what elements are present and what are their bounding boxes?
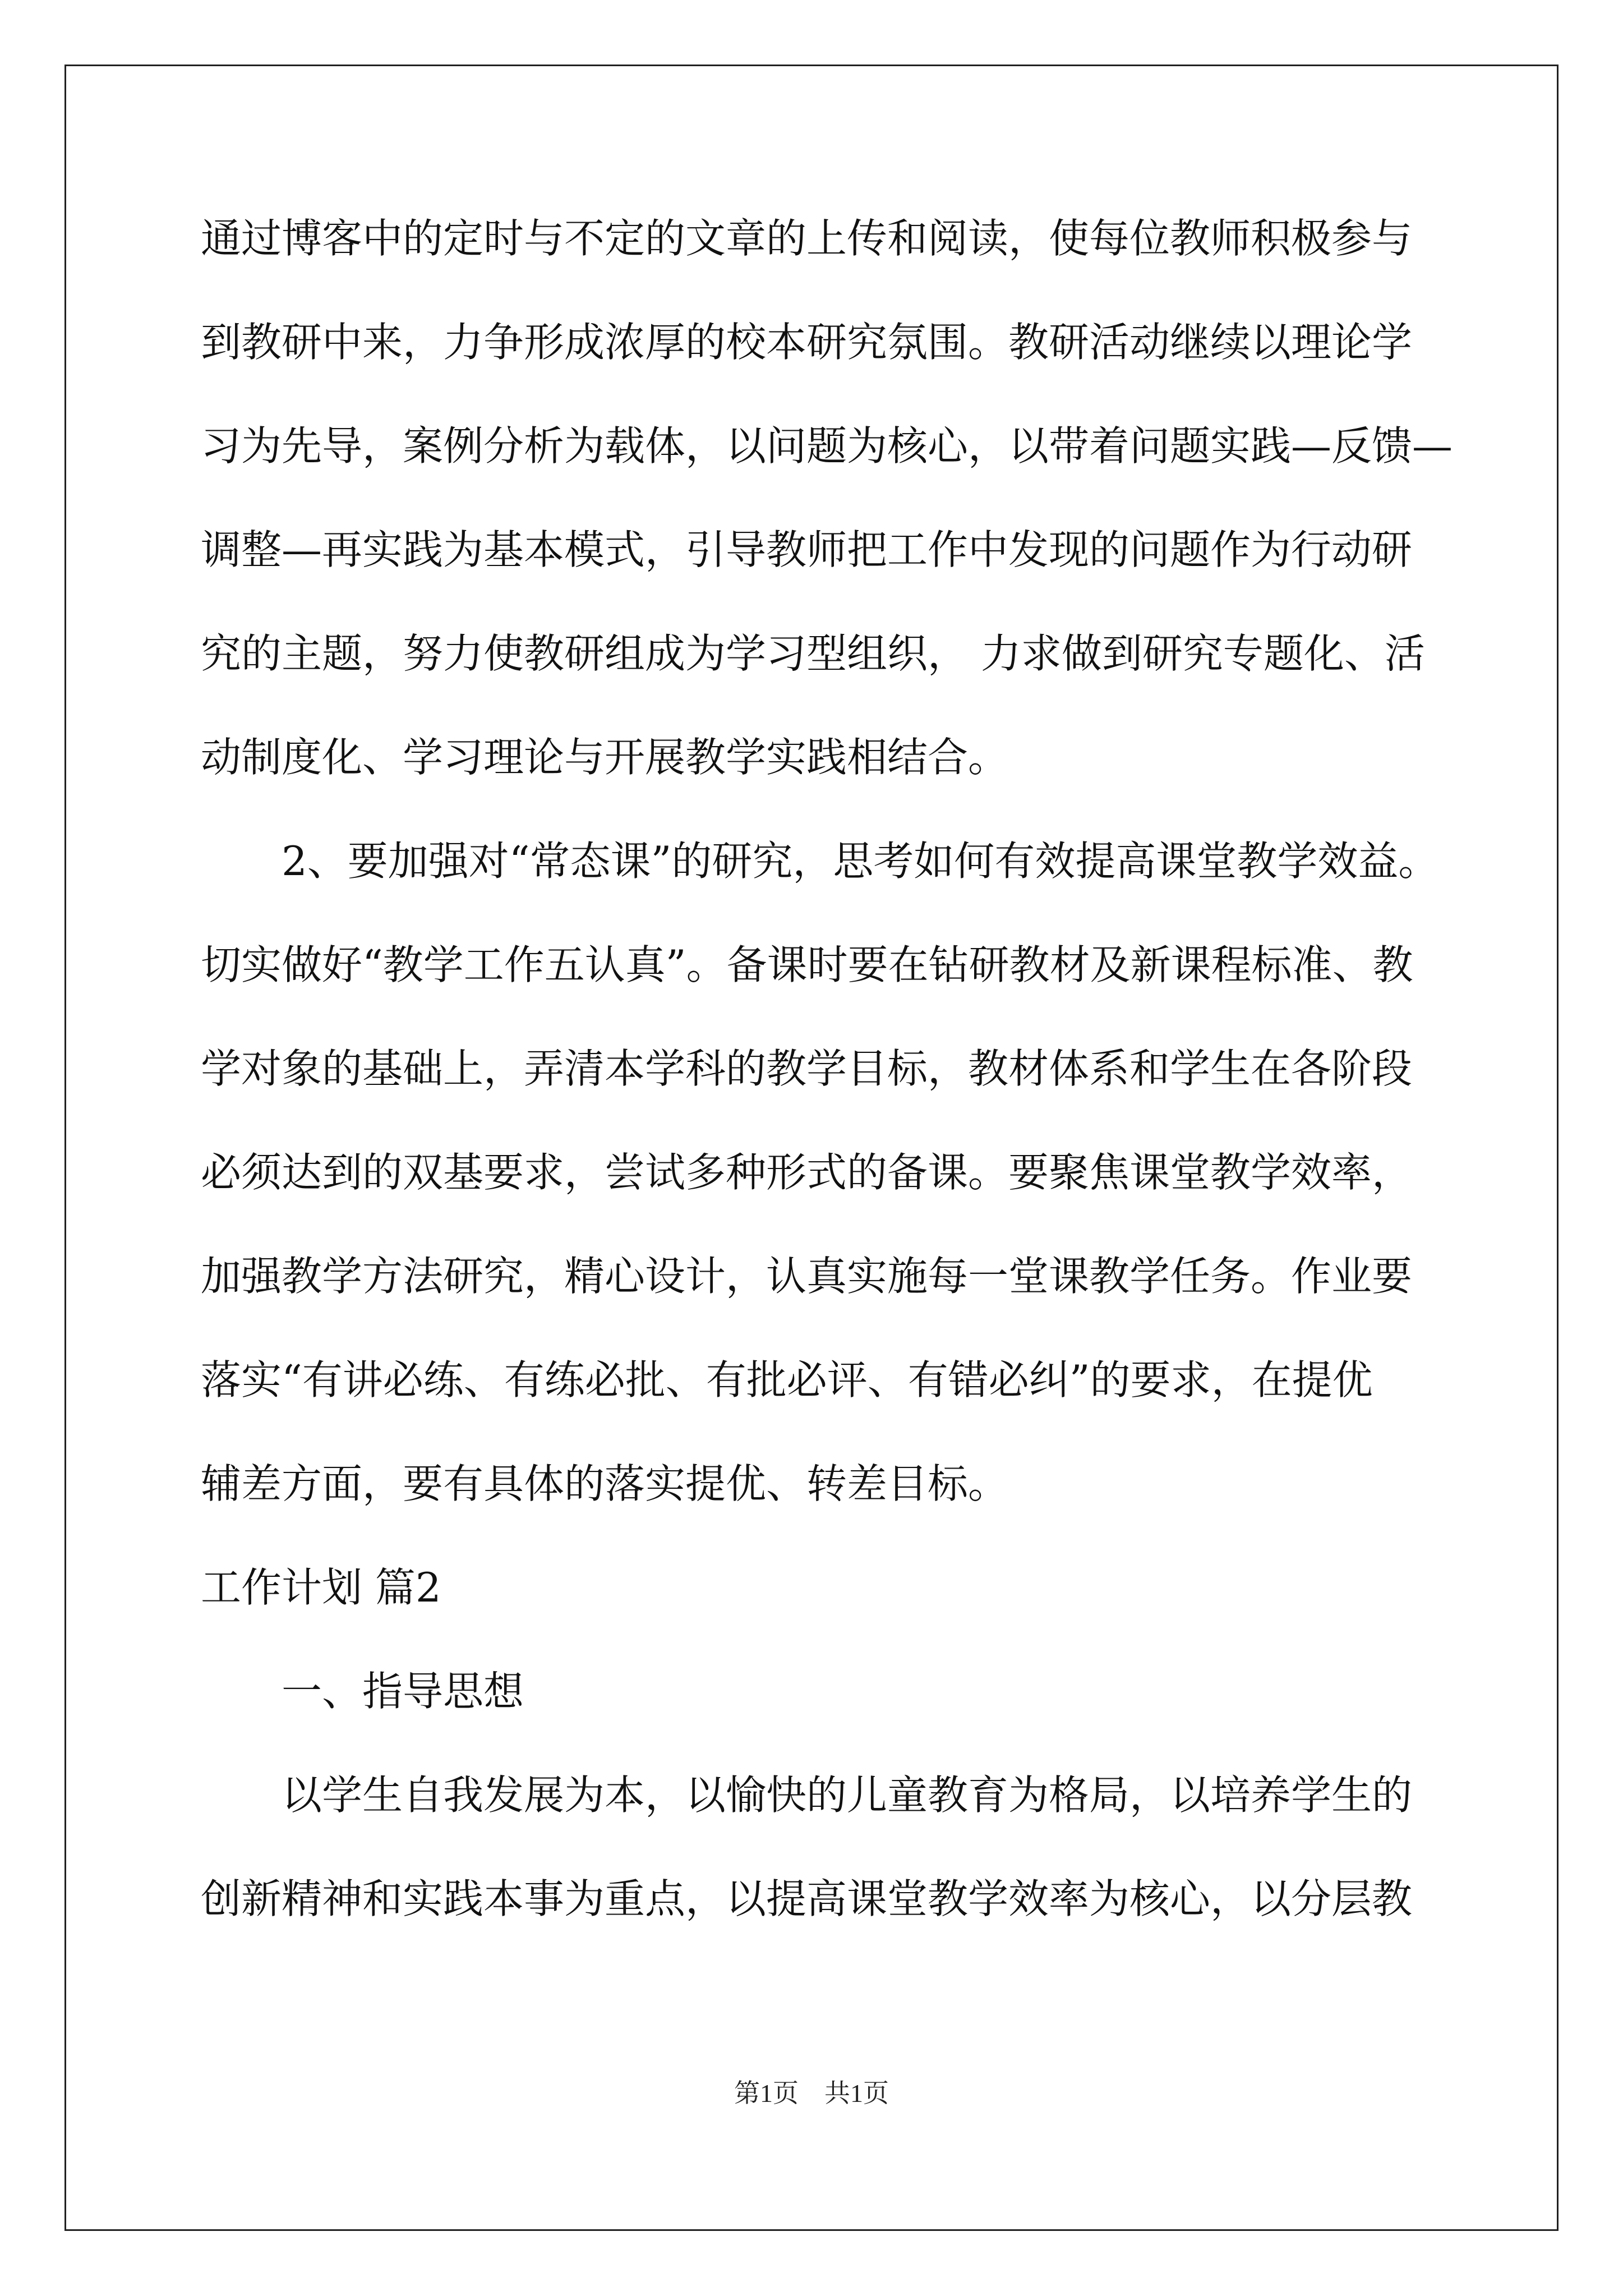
document-body	[201, 213, 1453, 1977]
paragraph-line: 动制度化、学习理论与开展教学实践相结合。	[201, 734, 1009, 781]
paragraph-line: 2、要加强对“常态课”的研究，思考如何有效提高课堂教学效益。	[282, 838, 1439, 885]
paragraph-line: 辅差方面，要有具体的落实提优、转差目标。	[201, 1460, 1009, 1507]
paragraph-line: 落实“有讲必练、有练必批、有批必评、有错必纠”的要求，在提优	[201, 1356, 1373, 1404]
paragraph-line: 创新精神和实践本事为重点，以提高课堂教学效率为核心，以分层教	[201, 1875, 1413, 1922]
paragraph-line: 必须达到的双基要求，尝试多种形式的备课。要聚焦课堂教学效率，	[201, 1149, 1413, 1196]
paragraph-line: 究的主题，努力使教研组成为学习型组织， 力求做到研究专题化、活	[201, 630, 1425, 677]
paragraph-2	[201, 836, 1439, 1562]
paragraph-line: 加强教学方法研究，精心设计，认真实施每一堂课教学任务。作业要	[201, 1253, 1413, 1300]
paragraph-line: 通过博客中的定时与不定的文章的上传和阅读，使每位教师积极参与	[201, 215, 1413, 262]
subheading: 一、指导思想	[282, 1668, 524, 1715]
paragraph-3	[201, 1770, 1423, 1977]
paragraph-line: 到教研中来，力争形成浓厚的校本研究氛围。教研活动继续以理论学	[201, 319, 1413, 366]
paragraph-1	[201, 213, 1453, 836]
section-title: 工作计划 篇2	[201, 1564, 441, 1611]
paragraph-line: 以学生自我发展为本，以愉快的儿童教育为格局，以培养学生的	[282, 1772, 1413, 1819]
paragraph-line: 习为先导，案例分析为载体，以问题为核心，以带着问题实践—反馈—	[201, 422, 1453, 470]
page-footer: 第1页 共1页	[734, 2079, 889, 2108]
paragraph-line: 切实做好“教学工作五认真”。备课时要在钻研教材及新课程标准、教	[201, 941, 1413, 988]
paragraph-line: 学对象的基础上，弄清本学科的教学目标，教材体系和学生在各阶段	[201, 1045, 1413, 1092]
paragraph-line: 调整—再实践为基本模式，引导教师把工作中发现的问题作为行动研	[201, 526, 1413, 573]
